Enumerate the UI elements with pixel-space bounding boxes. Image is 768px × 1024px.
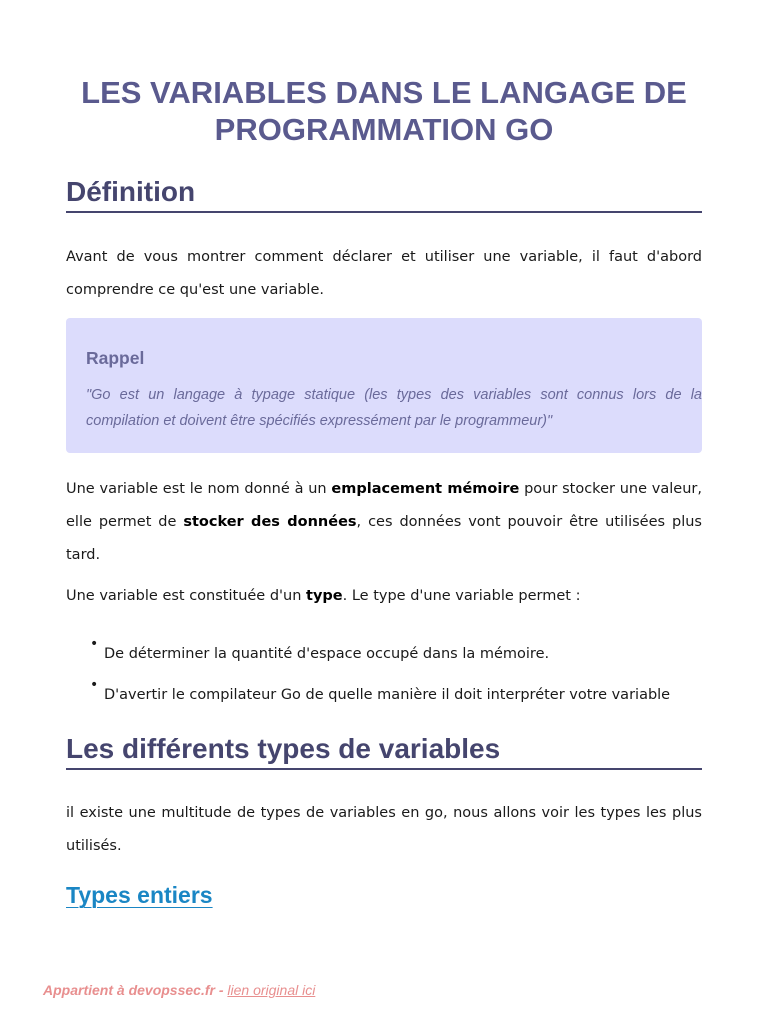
types-section-paragraph: il existe une multitude de types de variables en go, nous allons voir les types les plus utilisés. (66, 805, 702, 854)
types-section-heading: Les différents types de variables (66, 732, 702, 770)
list-item (66, 677, 702, 718)
para3-text-2: . Le type d'une variable permet : (342, 588, 581, 604)
list-item-text: De déterminer la quantité d'espace occupé dans la mémoire. (104, 646, 550, 662)
para2-bold-2: stocker des données (183, 514, 357, 530)
type-purpose-list (66, 636, 702, 718)
list-item-text: D'avertir le compilateur Go de quelle manière il doit interpréter votre variable (104, 687, 671, 703)
list-item (66, 636, 702, 677)
integer-types-heading[interactable]: Types entiers (66, 882, 213, 908)
bullet-icon: • (90, 677, 99, 693)
para2-bold-1: emplacement mémoire (331, 481, 520, 497)
original-link[interactable]: lien original ici (227, 982, 316, 998)
para2-text-3: , ces données vont pouvoir être utilisées plus tard. (66, 514, 702, 563)
variable-definition-paragraph (66, 473, 702, 572)
title-line-2: PROGRAMMATION GO (214, 112, 554, 147)
variable-type-paragraph (66, 580, 702, 613)
para2-text-1: Une variable est le nom donné à un (66, 481, 332, 497)
definition-heading: Définition (66, 175, 702, 213)
definition-paragraph: Avant de vous montrer comment déclarer et utiliser une variable, il faut d'abord comprendre ce qu'est une variable. (66, 249, 702, 298)
para3-bold-1: type (306, 588, 343, 604)
para3-text-1: Une variable est constituée d'un (66, 588, 307, 604)
para2-text-2: pour stocker une valeur, elle permet de (66, 481, 702, 530)
reminder-callout (66, 318, 702, 453)
title-line-1: LES VARIABLES DANS LE LANGAGE DE (81, 75, 687, 110)
source-footer (43, 980, 315, 1000)
footer-owner: Appartient à devopssec.fr - (43, 982, 224, 998)
bullet-icon: • (90, 636, 99, 652)
document-title (66, 74, 702, 148)
callout-text: "Go est un langage à typage statique (les types des variables sont connus lors de la compilation et doivent être spécifiés expressément par le programmeur)" (86, 387, 702, 429)
callout-title: Rappel (86, 348, 145, 368)
